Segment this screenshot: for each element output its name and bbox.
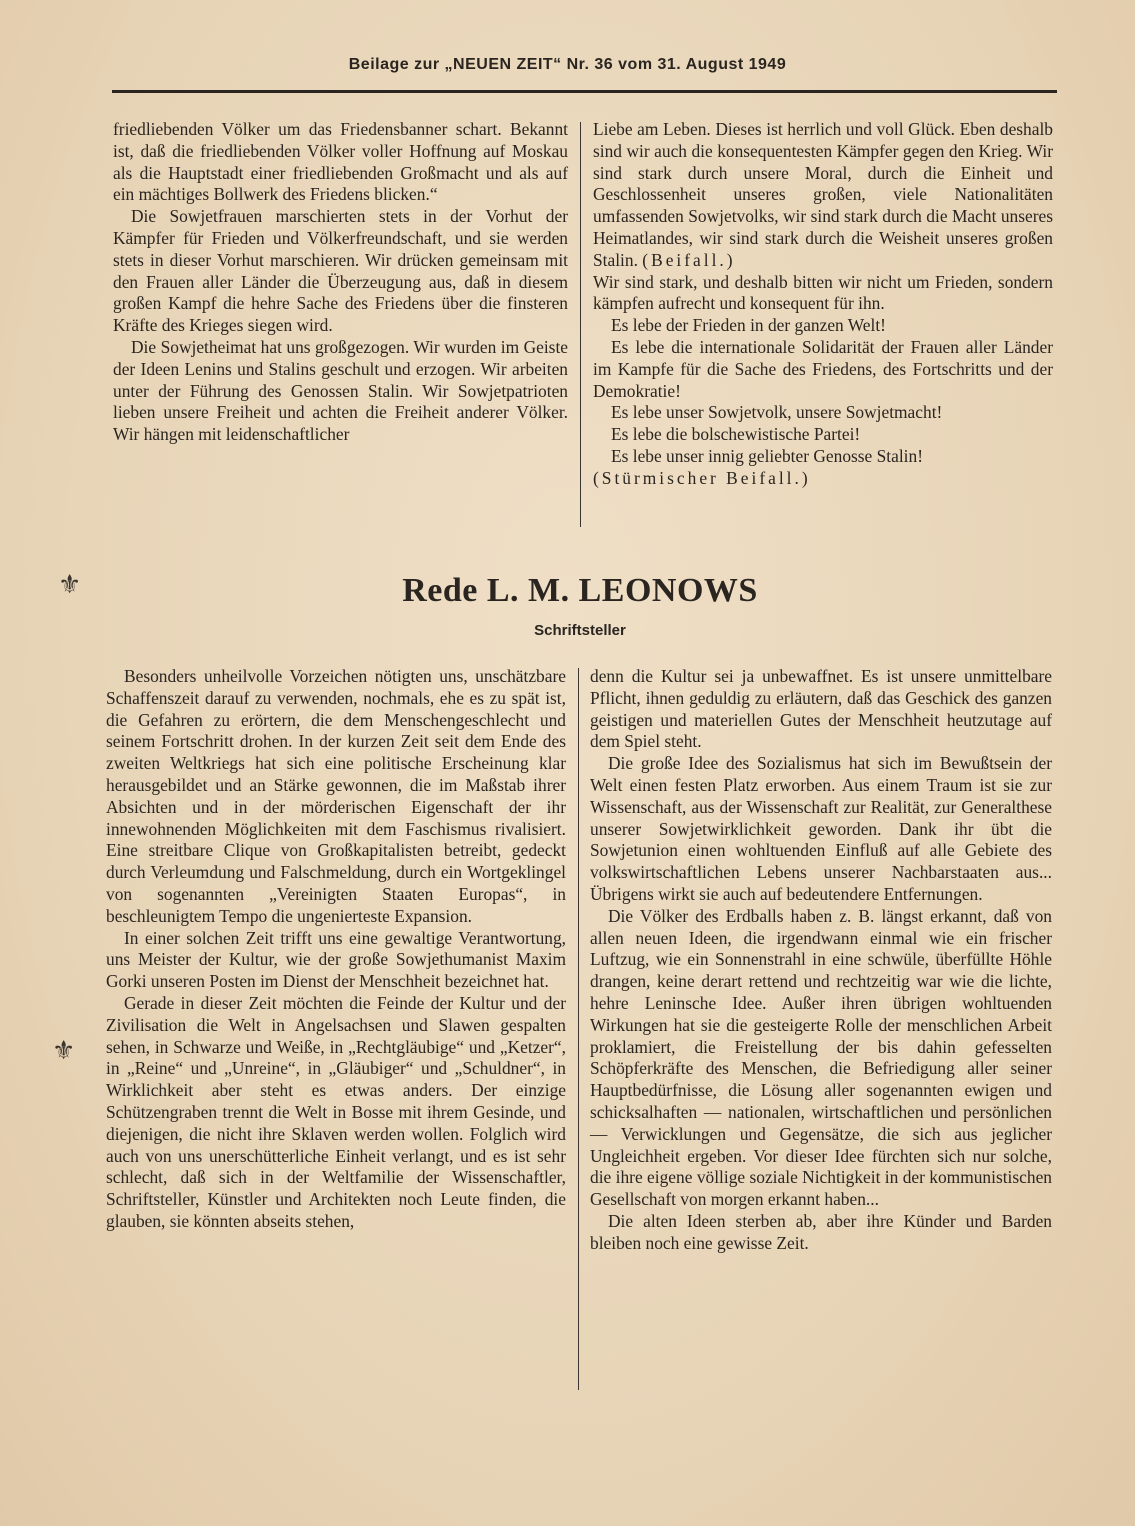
paragraph: Wir sind stark, und deshalb bitten wir nicht um Frieden, sondern kämpfen aufrecht und konsequent für ihn.: [593, 271, 1053, 314]
paragraph: Liebe am Leben. Dieses ist herrlich und voll Glück. Eben deshalb sind wir auch die konsequentesten Kämpfer gegen den Krieg. Wir sind stark durch unsere Moral, durch die Einheit und Geschlossenheit unseres großen, viele Nationalitäten umfassenden Sowjetvolks, wir sind stark durch die Macht unseres Heimatlandes, wir sind stark durch die Weisheit unseres großen Stalin. (Beifall.): [593, 119, 1053, 270]
paragraph: denn die Kultur sei ja unbewaffnet. Es ist unsere unmittelbare Pflicht, ihnen geduldig zu erläutern, daß das Geschick des ganzen geistigen und materiellen Gutes der Menschheit heutzutage auf dem Spiel steht.: [590, 666, 1052, 752]
article-title: Rede L. M. LEONOWS: [402, 572, 758, 609]
applause-note: (Stürmischer Beifall.): [593, 467, 811, 488]
paragraph: In einer solchen Zeit trifft uns eine gewaltige Verantwortung, uns Meister der Kultur, wie der große Sowjethumanist Maxim Gorki unseren Posten im Dienst der Menschheit bezeichnet hat.: [106, 927, 566, 992]
paragraph: Die Sowjetheimat hat uns großgezogen. Wir wurden im Geiste der Ideen Lenins und Stalins geschult und erzogen. Wir arbeiten unter der Führung des Genossen Stalin. Wir Sowjetpatrioten lieben unsere Freiheit und achten die Freiheit anderer Völker. Wir hängen mit leidenschaftlicher: [113, 336, 568, 445]
article-subtitle: Schriftsteller: [534, 622, 626, 639]
paragraph: Besonders unheilvolle Vorzeichen nötigten uns, unschätzbare Schaffenszeit darauf zu verwenden, nochmals, ehe es zu spät ist, die Gefahren zu erörtern, die dem Menschengeschlecht und seinem Fortschritt drohen. In der kurzen Zeit seit dem Ende des zweiten Weltkriegs hat sich eine politische Erscheinung klar herausgebildet und an Stärke gewonnen, die im Maßstab ihrer Absichten und in der mörderischen Eigenschaft der ihr innewohnenden Möglichkeiten mit dem Faschismus rivalisiert. Eine streitbare Clique von Großkapitalisten betreibt, gedeckt durch Verleumdung und Falschmeldung, durch ein Wortgeklingel von sogenannten „Vereinigten Staaten Europas“, in beschleunigtem Tempo die ungenierteste Expansion.: [106, 666, 566, 926]
paragraph: Gerade in dieser Zeit möchten die Feinde der Kultur und der Zivilisation die Welt in Angelsachsen und Slawen gespalten sehen, in Schwarze und Weiße, in „Rechtgläubige“ und „Ketzer“, in „Reine“ und „Unreine“, in „Gläubiger“ und „Schuldner“, in Wirklichkeit aber steht es etwas anders. Der einzige Schützengraben trennt die Welt in Bosse mit ihrem Gesinde, und diejenigen, die nicht ihre Sklaven werden wollen. Folglich wird auch von uns unerschütterliche Einheit verlangt, und es ist sehr schlecht, daß sich in der Weltfamilie der Wissenschaftler, Schriftsteller, Künstler und Architekten noch Leute finden, die glauben, sie könnten abseits stehen,: [106, 992, 566, 1231]
header-rule: [112, 90, 1057, 93]
paragraph: Es lebe die bolschewistische Partei!: [611, 424, 861, 445]
paragraph: Die Völker des Erdballs haben z. B. längst erkannt, daß von allen neuen Ideen, die irgendwann einmal wie ein frischer Luftzug, wie ein Sonnenstrahl in eine schwüle, überfüllte Höhle drangen, keine derart rettend und rechtzeitig war wie die lichte, hehre Leninsche Idee. Außer ihren übrigen wohltuenden Wirkungen hat sie die gesteigerte Rolle der menschlichen Arbeit proklamiert, die Freistellung der bis dahin gefesselten Schöpferkräfte des Menschen, die Befriedigung aller seiner Hauptbedürfnisse, die Lösung aller sogenannten ewigen und schicksalhaften — nationalen, wirtschaftlichen und persönlichen — Verwicklungen und Gegensätze, die sich aus jeglicher Ungleichheit ergeben. Vor dieser Idee fürchten sich nur solche, die ihre eigene völlige soziale Nichtigkeit in der kommunistischen Gesellschaft von morgen erkannt haben...: [590, 905, 1052, 1210]
paragraph: Es lebe die internationale Solidarität der Frauen aller Länder im Kampfe für die Sache des Friedens, des Fortschritts und der Demokratie!: [593, 336, 1053, 401]
column-divider: [578, 668, 579, 1390]
article2-right-column: [590, 666, 1052, 1255]
column-divider: [580, 122, 581, 527]
paragraph: friedliebenden Völker um das Friedensbanner schart. Bekannt ist, daß die friedliebenden Völker voller Hoffnung auf Moskau als die Hauptstadt einer friedliebenden Großmacht und als auf ein mächtiges Bollwerk des Friedens blicken.“: [113, 119, 568, 205]
applause-note: (Beifall.): [642, 249, 736, 270]
library-stamp-icon: ⚜: [52, 1036, 76, 1066]
article1-left-column: [113, 119, 568, 446]
paragraph: Es lebe unser innig geliebter Genosse Stalin!: [611, 445, 923, 466]
paragraph: Die große Idee des Sozialismus hat sich im Bewußtsein der Welt einen festen Platz erworben. Aus einem Traum ist sie zur Wissenschaft, aus der Wissenschaft zur Realität, zur Generalthese unserer Sowjetwirklichkeit geworden. Dank ihr übt die Sowjetunion einen wohltuenden Einfluß auf alle Gebiete des volkswirtschaftlichen Lebens unserer Nachbarstaaten aus... Übrigens wirkt sie auch auf bedeutendere Entfernungen.: [590, 753, 1052, 904]
paragraph: Die alten Ideen sterben ab, aber ihre Künder und Barden bleiben noch eine gewisse Zeit.: [590, 1210, 1052, 1253]
paragraph: Die Sowjetfrauen marschierten stets in der Vorhut der Kämpfer für Frieden und Völkerfreundschaft, und sie werden stets in dieser Vorhut marschieren. Wir drücken gemeinsam mit den Frauen aller Länder die Überzeugung aus, daß in diesem großen Kampf die hehre Sache des Friedens über die finsteren Kräfte des Krieges siegen wird.: [113, 206, 568, 336]
paragraph: Es lebe unser Sowjetvolk, unsere Sowjetmacht!: [611, 402, 943, 423]
article2-left-column: [106, 666, 566, 1233]
page-header: Beilage zur „NEUEN ZEIT“ Nr. 36 vom 31. August 1949: [348, 56, 787, 73]
paragraph: Es lebe der Frieden in der ganzen Welt!: [611, 315, 886, 336]
article1-right-column: [593, 119, 1053, 490]
library-stamp-icon: ⚜: [58, 570, 82, 600]
